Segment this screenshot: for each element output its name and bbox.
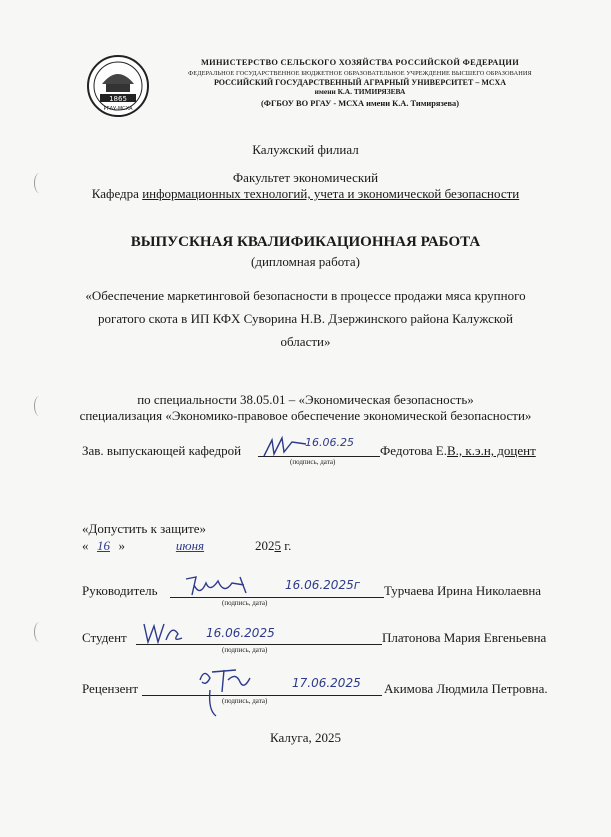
approval-year-prefix: 202 <box>255 538 275 553</box>
student-date: 16.06.2025 <box>206 626 275 640</box>
department <box>0 186 611 202</box>
supervisor-label: Руководитель <box>82 583 158 598</box>
department-name: информационных технологий, учета и экономической безопасности <box>142 186 520 201</box>
topic-line-3: области» <box>280 334 331 349</box>
reviewer-name: Акимова Людмила Петровна. <box>384 681 548 696</box>
approval-year-suffix: г. <box>281 538 292 553</box>
approval-close-quote: » <box>118 538 125 553</box>
approval-year-digit: 5 <box>274 538 281 553</box>
supervisor-date: 16.06.2025г <box>285 578 361 592</box>
university-name: РОССИЙСКИЙ ГОСУДАРСТВЕННЫЙ АГРАРНЫЙ УНИВЕРСИТЕТ – МСХА <box>213 78 507 87</box>
signature-caption: (подпись, дата) <box>222 646 268 654</box>
approval-day: 16 <box>97 538 110 553</box>
specialty: по специальности 38.05.01 – «Экономическая безопасность» <box>137 392 474 407</box>
head-signature-date: 16.06.25 <box>305 436 354 449</box>
head-name-prefix: Федотова Е. <box>380 443 447 458</box>
binding-mark <box>34 622 45 642</box>
supervisor-name: Турчаева Ирина Николаевна <box>384 583 542 598</box>
branch: Калужский филиал <box>252 142 359 157</box>
head-name-degree: В., к.э.н, доцент <box>447 443 536 458</box>
department-prefix: Кафедра <box>91 186 143 201</box>
institution-type: ФЕДЕРАЛЬНОЕ ГОСУДАРСТВЕННОЕ БЮДЖЕТНОЕ ОБРАЗОВАТЕЛЬНОЕ УЧРЕЖДЕНИЕ ВЫСШЕГО ОБРАЗОВАНИЯ <box>188 70 532 77</box>
reviewer-signature <box>196 666 262 724</box>
ministry-name: МИНИСТЕРСТВО СЕЛЬСКОГО ХОЗЯЙСТВА РОССИЙСКОЙ ФЕДЕРАЦИИ <box>200 58 520 67</box>
work-title: ВЫПУСКНАЯ КВАЛИФИКАЦИОННАЯ РАБОТА <box>130 234 481 250</box>
head-of-department-label: Зав. выпускающей кафедрой <box>82 443 242 458</box>
student-signature <box>142 620 192 650</box>
approval-label: «Допустить к защите» <box>82 521 206 536</box>
city-year: Калуга, 2025 <box>270 730 341 745</box>
work-subtitle: (дипломная работа) <box>251 254 360 269</box>
signature-caption: (подпись, дата) <box>290 458 336 466</box>
logo-year: 1865 <box>109 95 127 103</box>
head-of-department-name <box>380 443 536 459</box>
signature-caption: (подпись, дата) <box>222 697 268 705</box>
approval-open-quote: « <box>82 538 89 553</box>
faculty: Факультет экономический <box>232 170 379 185</box>
signature-caption: (подпись, дата) <box>222 599 268 607</box>
named-after: имени К.А. ТИМИРЯЗЕВА <box>314 87 406 96</box>
signature-line <box>142 695 382 696</box>
reviewer-label: Рецензент <box>82 681 139 696</box>
topic-line-2: рогатого скота в ИП КФХ Суворина Н.В. Дзержинского района Калужской <box>98 311 513 326</box>
university-abbreviation: (ФГБОУ ВО РГАУ - МСХА имени К.А. Тимирязева) <box>260 99 460 108</box>
specialization: специализация «Экономико-правовое обеспечение экономической безопасности» <box>79 408 532 423</box>
student-name: Платонова Мария Евгеньевна <box>382 630 547 645</box>
approval-date <box>82 538 291 554</box>
topic-line-1: «Обеспечение маркетинговой безопасности в процессе продажи мяса крупного <box>85 288 526 303</box>
student-label: Студент <box>82 630 127 645</box>
reviewer-date: 17.06.2025 <box>292 676 361 690</box>
approval-month: июня <box>175 538 205 553</box>
logo-text: РГАУ-МСХА <box>103 106 133 112</box>
university-logo <box>86 54 150 118</box>
